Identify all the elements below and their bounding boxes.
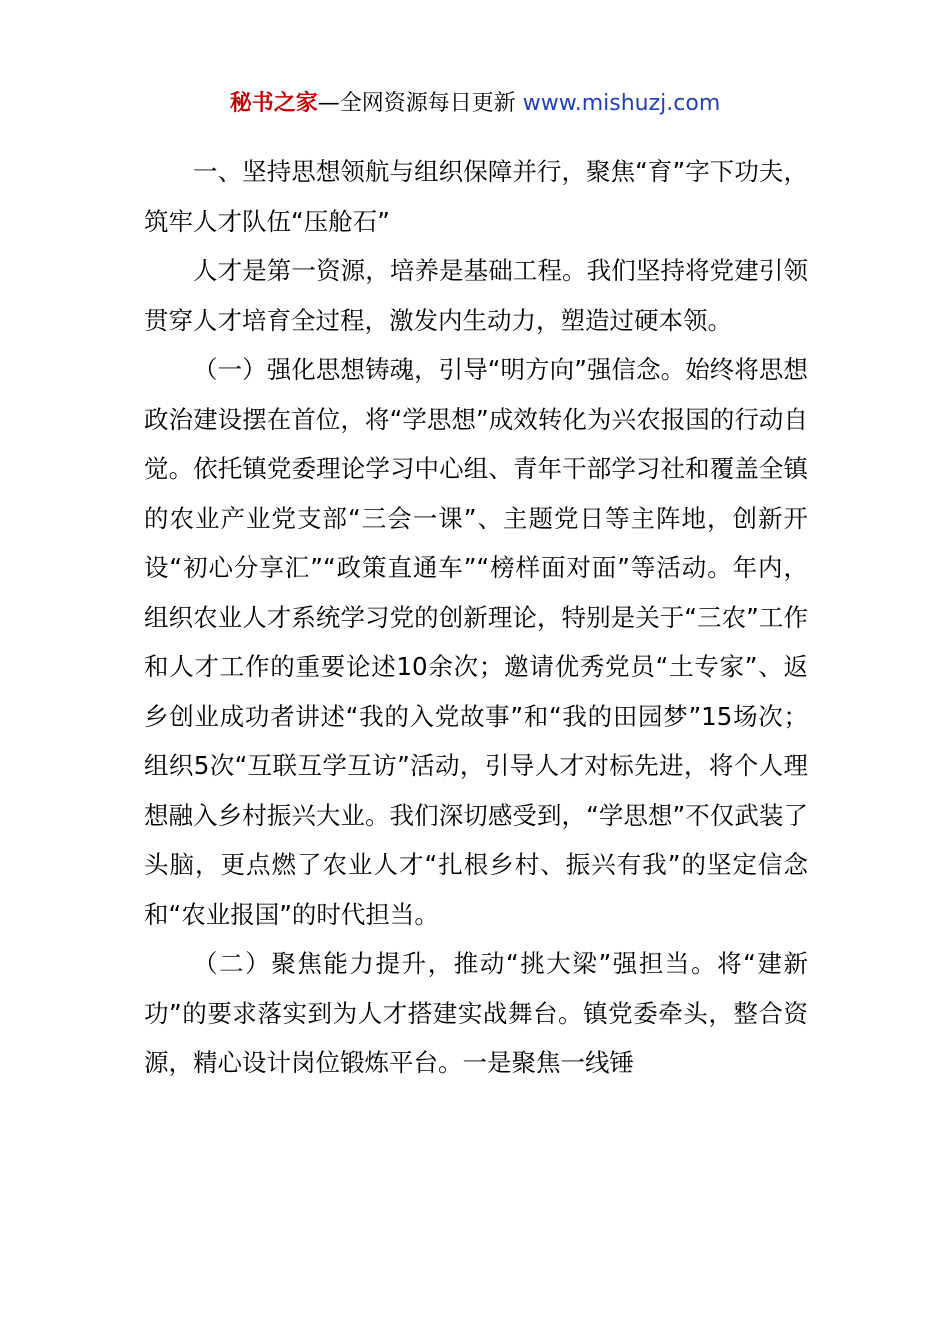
header-tagline: —全网资源每日更新: [317, 91, 523, 116]
document-body: [144, 147, 808, 1088]
paragraph-intro: 人才是第一资源，培养是基础工程。我们坚持将党建引领贯穿人才培育全过程，激发内生动力，塑造过硬本领。: [144, 256, 808, 335]
header-brand: 秘书之家: [229, 91, 318, 116]
page-header: [0, 86, 950, 122]
paragraph-subsection-1: （一）强化思想铸魂，引导“明方向”强信念。始终将思想政治建设摆在首位，将“学思想”成效转化为兴农报国的行动自觉。依托镇党委理论学习中心组、青年干部学习社和覆盖全镇的农业产业党支部“三会一课”、主题党日等主阵地，创新开设“初心分享汇”“政策直通车”“榜样面对面”等活动。年内，组织农业人才系统学习党的创新理论，特别是关于“三农”工作和人才工作的重要论述10余次；邀请优秀党员“土专家”、返乡创业成功者讲述“我的入党故事”和“我的田园梦”15场次；组织5次“互联互学互访”活动，引导人才对标先进，将个人理想融入乡村振兴大业。我们深切感受到，“学思想”不仅武装了头脑，更点燃了农业人才“扎根乡村、振兴有我”的坚定信念和“农业报国”的时代担当。: [144, 355, 808, 929]
section-heading: 一、坚持思想领航与组织保障并行，聚焦“育”字下功夫，筑牢人才队伍“压舱石”: [144, 157, 808, 236]
header-url-link[interactable]: www.mishuzj.com: [522, 91, 721, 116]
paragraph-subsection-2: （二）聚焦能力提升，推动“挑大梁”强担当。将“建新功”的要求落实到为人才搭建实战舞台。镇党委牵头，整合资源，精心设计岗位锻炼平台。一是聚焦一线锤: [144, 949, 808, 1077]
